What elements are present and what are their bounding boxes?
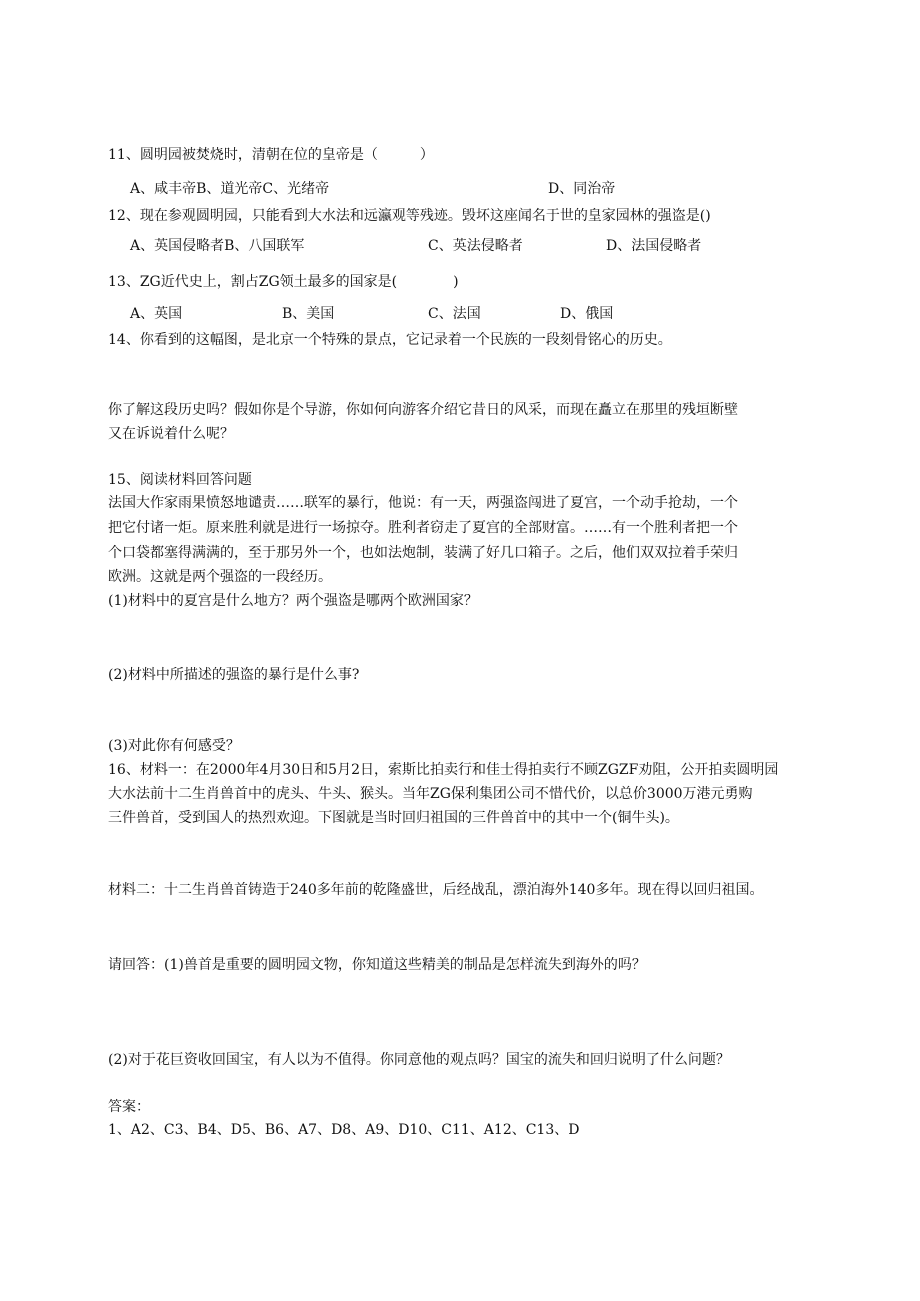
q15-title: 15、阅读材料回答问题	[108, 472, 252, 488]
q14-stem: 14、你看到的这幅图，是北京一个特殊的景点，它记录着一个民族的一段刻骨铭心的历史。	[108, 332, 672, 348]
q13-option-d: D、俄国	[560, 306, 614, 322]
q15-subquestion-1: (1)材料中的夏宫是什么地方？两个强盗是哪两个欧洲国家？	[108, 593, 478, 609]
q13-option-a: A、英国	[130, 306, 183, 322]
answers-title: 答案：	[108, 1099, 150, 1115]
q12-stem: 12、现在参观圆明园，只能看到大水法和远瀛观等残迹。毁坏这座闻名于世的皇家园林的强盗是()	[108, 208, 711, 224]
q15-material-line3: 个口袋都塞得满满的，至于那另外一个，也如法炮制，装满了好几口箱子。之后，他们双双拉着手荣归	[108, 545, 738, 561]
q13-stem: 13、ZG近代史上，割占ZG领土最多的国家是( )	[108, 274, 459, 290]
q12-option-c: C、英法侵略者	[428, 238, 523, 254]
answers-list: 1、A2、C3、B4、D5、B6、A7、D8、A9、D10、C11、A12、C13、D	[108, 1122, 580, 1138]
q16-material1-line3: 三件兽首，受到国人的热烈欢迎。下图就是当时回归祖国的三件兽首中的其中一个(铜牛头)。	[108, 810, 679, 826]
q16-material1-line1: 16、材料一：在2000年4月30日和5月2日，索斯比拍卖行和佳士得拍卖行不顾ZGZF劝阻，公开拍卖圆明园	[108, 762, 779, 778]
q11-options-abc: A、咸丰帝B、道光帝C、光绪帝	[130, 181, 330, 197]
q11-option-d: D、同治帝	[548, 181, 616, 197]
q15-subquestion-3: (3)对此你有何感受？	[108, 738, 240, 754]
q12-options-ab: A、英国侵略者B、八国联军	[130, 238, 305, 254]
q15-material-line2: 把它付诸一炬。原来胜利就是进行一场掠夺。胜利者窃走了夏宫的全部财富。……有一个胜利者把一个	[108, 520, 738, 536]
q13-option-b: B、美国	[282, 306, 335, 322]
q15-subquestion-2: (2)材料中所描述的强盗的暴行是什么事?	[108, 667, 360, 683]
q16-subquestion-1: 请回答：(1)兽首是重要的圆明园文物，你知道这些精美的制品是怎样流失到海外的吗？	[108, 957, 646, 973]
q15-material-line1: 法国大作家雨果愤怒地谴责……联军的暴行，他说：有一天，两强盗闯进了夏宫，一个动手抢劫，一个	[108, 495, 738, 511]
q15-material-line4: 欧洲。这就是两个强盗的一段经历。	[108, 569, 332, 585]
q14-paragraph-line1: 你了解这段历史吗？假如你是个导游，你如何向游客介绍它昔日的风采，而现在矗立在那里的残垣断壁	[108, 402, 738, 418]
q16-subquestion-2: (2)对于花巨资收回国宝，有人以为不值得。你同意他的观点吗？国宝的流失和回归说明了什么问题？	[108, 1052, 730, 1068]
q16-material2: 材料二：十二生肖兽首铸造于240多年前的乾隆盛世，后经战乱，漂泊海外140多年。现在得以回归祖国。	[108, 882, 764, 898]
q16-material1-line2: 大水法前十二生肖兽首中的虎头、牛头、猴头。当年ZG保利集团公司不惜代价，以总价3000万港元勇购	[108, 786, 753, 802]
q11-stem: 11、圆明园被焚烧时，清朝在位的皇帝是（ ）	[108, 147, 434, 163]
q13-option-c: C、法国	[428, 306, 481, 322]
q14-paragraph-line2: 又在诉说着什么呢？	[108, 426, 234, 442]
q12-option-d: D、法国侵略者	[606, 238, 702, 254]
